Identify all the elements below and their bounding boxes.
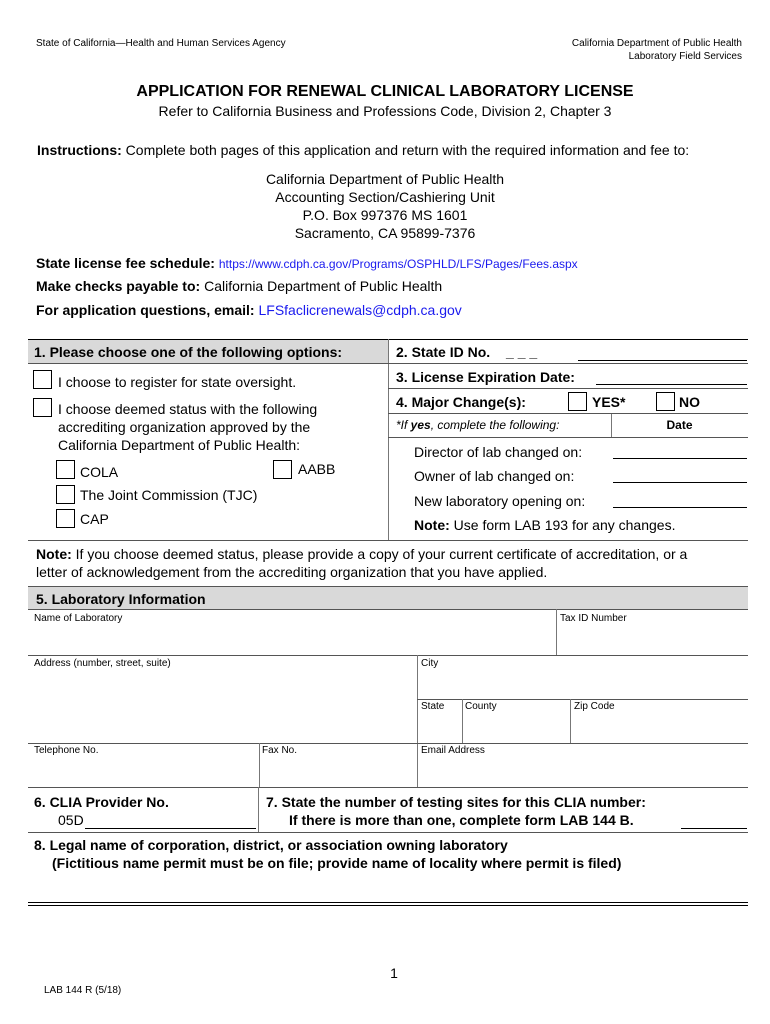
note-pre: *If — [396, 418, 411, 432]
deemed-line-3: California Department of Public Health: — [58, 437, 301, 453]
checks-payable-label: Make checks payable to: — [36, 278, 201, 294]
deemed-line-1: I choose deemed status with the following — [58, 401, 318, 417]
aabb-label: AABB — [298, 461, 336, 477]
instructions-label: Instructions: — [37, 142, 122, 158]
questions-label: For application questions, email: — [36, 302, 255, 318]
deemed-note-label: Note: — [36, 546, 72, 562]
owner-changed-label: Owner of lab changed on: — [414, 468, 575, 484]
mailing-address — [0, 170, 770, 242]
new-lab-date-field[interactable] — [613, 507, 747, 508]
email-field[interactable]: Email Address — [421, 745, 485, 756]
form-id: LAB 144 R (5/18) — [44, 985, 122, 996]
tjc-checkbox[interactable] — [56, 485, 75, 504]
fee-schedule-label: State license fee schedule: — [36, 255, 215, 271]
fee-schedule — [36, 254, 578, 273]
questions-email-link[interactable]: LFSfaclicrenewals@cdph.ca.gov — [258, 302, 462, 318]
deemed-status-checkbox[interactable] — [33, 398, 52, 417]
agency-left: State of California—Health and Human Services Agency — [36, 38, 286, 49]
state-oversight-checkbox[interactable] — [33, 370, 52, 389]
address-line-2: Accounting Section/Cashiering Unit — [275, 189, 495, 205]
expiration-field[interactable] — [596, 384, 747, 385]
legal-name-label: 8. Legal name of corporation, district, or association owning laboratory — [34, 837, 508, 853]
tax-id-field[interactable]: Tax ID Number — [560, 613, 627, 624]
instructions-text: Complete both pages of this application and return with the required information and fee to: — [125, 142, 690, 158]
page-number: 1 — [390, 965, 398, 981]
major-change-label: 4. Major Change(s): — [396, 394, 526, 410]
section5-heading: 5. Laboratory Information — [36, 591, 206, 607]
state-oversight-label: I choose to register for state oversight. — [58, 374, 297, 390]
checks-payable-value: California Department of Public Health — [204, 278, 443, 294]
clia-label: 6. CLIA Provider No. — [34, 794, 169, 810]
director-changed-label: Director of lab changed on: — [414, 444, 583, 460]
lab193-note — [414, 516, 675, 534]
cap-checkbox[interactable] — [56, 509, 75, 528]
major-change-yes-checkbox[interactable] — [568, 392, 587, 411]
questions-email — [36, 301, 462, 319]
state-id-label — [396, 343, 537, 361]
county-field[interactable]: County — [465, 701, 497, 712]
telephone-field[interactable]: Telephone No. — [34, 745, 99, 756]
agency-right — [572, 37, 742, 63]
zip-field[interactable]: Zip Code — [574, 701, 615, 712]
major-change-no-checkbox[interactable] — [656, 392, 675, 411]
clia-number-field[interactable] — [85, 828, 256, 829]
cap-label: CAP — [80, 511, 109, 527]
lab193-note-label: Note: — [414, 517, 450, 533]
tjc-label: The Joint Commission (TJC) — [80, 487, 258, 503]
legal-name-field[interactable] — [28, 902, 748, 903]
testing-sites-label: 7. State the number of testing sites for this CLIA number: — [266, 794, 646, 810]
testing-sites-note: If there is more than one, complete form LAB 144 B. — [289, 812, 634, 828]
state-id-dashes: _ _ _ — [506, 344, 538, 360]
state-field[interactable]: State — [421, 701, 445, 712]
deemed-status-note — [36, 545, 748, 581]
date-column-header: Date — [666, 418, 693, 432]
section1-heading: 1. Please choose one of the following options: — [34, 344, 343, 360]
checks-payable — [36, 277, 442, 295]
address-line-3: P.O. Box 997376 MS 1601 — [302, 207, 468, 223]
owner-changed-date-field[interactable] — [613, 482, 747, 483]
page-subtitle: Refer to California Business and Professions Code, Division 2, Chapter 3 — [158, 103, 612, 119]
note-yes: yes — [410, 418, 431, 432]
instructions — [37, 141, 689, 159]
deemed-note-line2: letter of acknowledgement from the accrediting organization that you have applied. — [36, 564, 548, 580]
clia-prefix: 05D — [58, 812, 84, 828]
testing-sites-field[interactable] — [681, 828, 747, 829]
cola-label: COLA — [80, 464, 119, 480]
lab-name-field[interactable]: Name of Laboratory — [34, 613, 123, 624]
deemed-status-label — [58, 400, 317, 454]
city-field[interactable]: City — [421, 658, 439, 669]
fee-schedule-link[interactable]: https://www.cdph.ca.gov/Programs/OSPHLD/LFS/Pages/Fees.aspx — [218, 257, 578, 271]
address-line-4: Sacramento, CA 95899-7376 — [294, 225, 476, 241]
page-title: APPLICATION FOR RENEWAL CLINICAL LABORATORY LICENSE — [136, 83, 634, 100]
deemed-note-line1: If you choose deemed status, please provide a copy of your current certificate of accreditation, or a — [75, 546, 688, 562]
lab193-note-text: Use form LAB 193 for any changes. — [453, 517, 676, 533]
address-line-1: California Department of Public Health — [265, 171, 505, 187]
legal-name-note: (Fictitious name permit must be on file; provide name of locality where permit is filed) — [52, 855, 622, 871]
agency-right-line1: California Department of Public Health — [571, 38, 742, 49]
agency-right-line2: Laboratory Field Services — [628, 51, 742, 62]
major-change-yes-label: YES* — [592, 394, 626, 410]
fax-field[interactable]: Fax No. — [262, 745, 298, 756]
major-change-no-label: NO — [679, 394, 700, 410]
new-lab-label: New laboratory opening on: — [414, 493, 586, 509]
state-id-field[interactable] — [578, 360, 747, 361]
cola-checkbox[interactable] — [56, 460, 75, 479]
aabb-checkbox[interactable] — [273, 460, 292, 479]
address-field[interactable]: Address (number, street, suite) — [34, 658, 171, 669]
note-post: , complete the following: — [430, 418, 560, 432]
deemed-line-2: accrediting organization approved by the — [58, 419, 311, 435]
state-id-label-text: 2. State ID No. — [396, 344, 491, 360]
director-changed-date-field[interactable] — [613, 458, 747, 459]
expiration-label: 3. License Expiration Date: — [396, 369, 575, 385]
major-change-note — [396, 418, 559, 432]
